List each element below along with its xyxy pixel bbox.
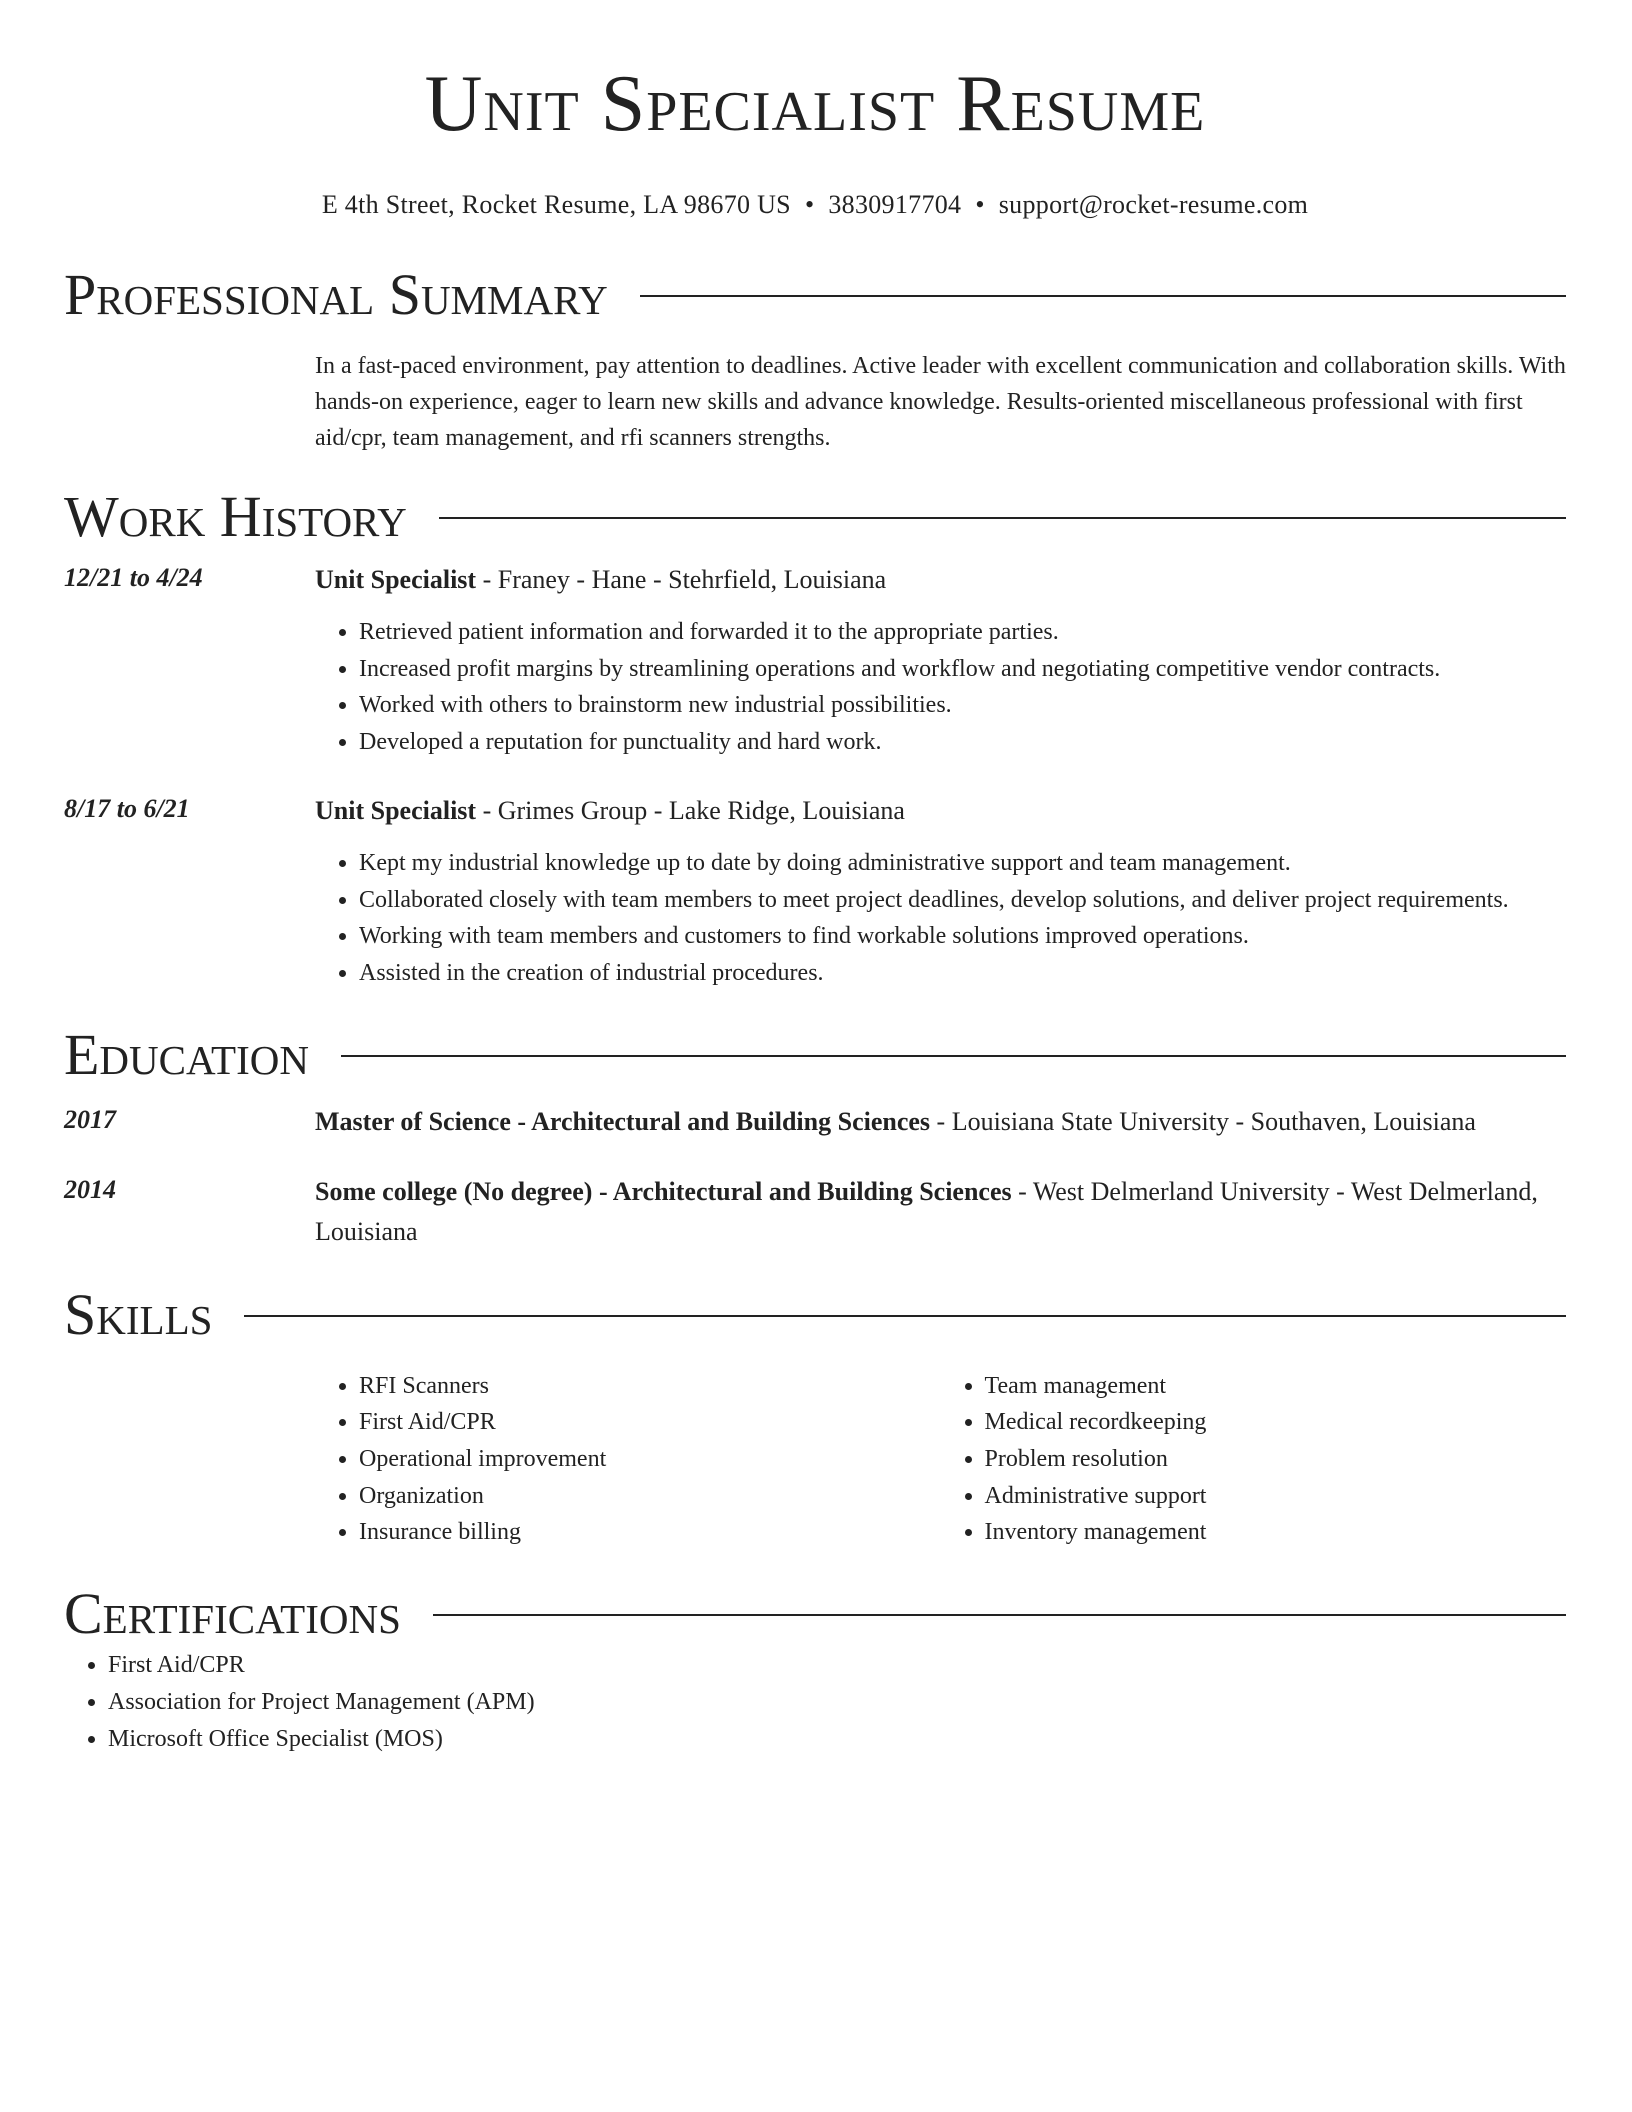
skills-grid <box>315 1368 1566 1552</box>
job-header <box>315 560 1566 600</box>
list-item: • Collaborated closely with team members to meet project deadlines, develop solutions, and deliver project requirements. <box>359 882 1566 919</box>
list-item: • Worked with others to brainstorm new industrial possibilities. <box>359 687 1566 724</box>
education-entry <box>64 1172 1566 1252</box>
job-dates: 12/21 to 4/24 <box>64 563 203 592</box>
section-header <box>64 1581 1566 1647</box>
contact-address: E 4th Street, Rocket Resume, LA 98670 US <box>321 190 791 219</box>
list-item: • Retrieved patient information and forwarded it to the appropriate parties. <box>359 614 1566 651</box>
section-divider <box>439 517 1566 519</box>
section-header <box>64 484 1566 550</box>
degree-name: Master of Science - Architectural and Building Sciences <box>315 1106 931 1136</box>
job-details: - Franey - Hane - Stehrfield, Louisiana <box>476 565 887 594</box>
summary-section <box>64 262 1566 456</box>
list-item: • Increased profit margins by streamlining operations and workflow and negotiating competitive vendor contracts. <box>359 651 1566 688</box>
certifications-section <box>64 1581 1566 1757</box>
skill-item: • Medical recordkeeping <box>985 1404 1567 1441</box>
school-details: - West Delmerland University - West Delmerland, Louisiana <box>315 1176 1538 1246</box>
list-item: • Kept my industrial knowledge up to date by doing administrative support and team management. <box>359 845 1566 882</box>
skill-item: • First Aid/CPR <box>359 1404 941 1441</box>
bullet-separator: • <box>804 190 815 219</box>
section-header <box>64 1282 1566 1348</box>
job-bullets <box>315 614 1566 761</box>
degree-name: Some college (No degree) - Architectural and Building Sciences <box>315 1176 1012 1206</box>
skills-column-right <box>941 1368 1567 1552</box>
job-title: Unit Specialist <box>315 795 477 825</box>
education-year: 2014 <box>64 1174 116 1204</box>
job-entry <box>64 791 1566 992</box>
skill-item: • Operational improvement <box>359 1441 941 1478</box>
skills-column-left <box>315 1368 941 1552</box>
skill-item: • Administrative support <box>985 1478 1567 1515</box>
education-year: 2017 <box>64 1104 116 1134</box>
certification-item: • Association for Project Management (APM) <box>108 1684 1566 1721</box>
skill-item: • Inventory management <box>985 1514 1567 1551</box>
job-body <box>315 791 1566 992</box>
section-header <box>64 262 1566 328</box>
resume-title: Unit Specialist Resume <box>424 60 1206 148</box>
summary-heading: Professional Summary <box>64 262 608 327</box>
skill-item: • Problem resolution <box>985 1441 1567 1478</box>
job-header <box>315 791 1566 831</box>
skill-item: • Organization <box>359 1478 941 1515</box>
certification-item: • First Aid/CPR <box>108 1647 1566 1684</box>
contact-email: support@rocket-resume.com <box>998 190 1309 219</box>
list-item: • Working with team members and customers to find workable solutions improved operations. <box>359 918 1566 955</box>
job-bullets <box>315 845 1566 992</box>
school-details: - Louisiana State University - Southaven, Louisiana <box>930 1106 1476 1136</box>
certifications-heading: Certifications <box>64 1581 401 1647</box>
education-entry <box>64 1102 1566 1142</box>
job-entry <box>64 560 1566 761</box>
section-header <box>64 1022 1566 1088</box>
bullet-separator: • <box>975 190 985 219</box>
list-item: • Developed a reputation for punctuality and hard work. <box>359 724 1566 761</box>
job-body <box>315 560 1566 761</box>
skills-section <box>64 1282 1566 1552</box>
job-dates: 8/17 to 6/21 <box>64 793 190 823</box>
skill-item: • Team management <box>985 1368 1567 1405</box>
section-divider <box>244 1315 1566 1317</box>
education-section <box>64 1022 1566 1252</box>
contact-line <box>64 190 1566 220</box>
contact-phone: 3830917704 <box>828 190 962 219</box>
skill-item: • RFI Scanners <box>359 1368 941 1405</box>
job-details: - Grimes Group - Lake Ridge, Louisiana <box>476 795 905 825</box>
skills-heading: Skills <box>64 1281 213 1347</box>
work-history-section <box>64 484 1566 992</box>
skill-item: • Insurance billing <box>359 1514 941 1551</box>
education-body <box>315 1102 1566 1142</box>
section-divider <box>341 1055 1566 1057</box>
work-history-heading: Work History <box>64 484 407 549</box>
section-divider <box>433 1614 1566 1616</box>
summary-text: In a fast-paced environment, pay attention to deadlines. Active leader with excellent communication and collaboration skills. With hands-on experience, eager to learn new skills and advance knowledge. Results-oriented miscellaneous professional with first aid/cpr, team management, and rfi scanners strengths. <box>315 353 1566 451</box>
education-body <box>315 1172 1566 1252</box>
job-title: Unit Specialist <box>315 565 477 594</box>
section-divider <box>640 295 1566 297</box>
certifications-list <box>64 1647 1566 1757</box>
list-item: • Assisted in the creation of industrial procedures. <box>359 955 1566 992</box>
education-heading: Education <box>64 1021 309 1087</box>
certification-item: • Microsoft Office Specialist (MOS) <box>108 1721 1566 1758</box>
